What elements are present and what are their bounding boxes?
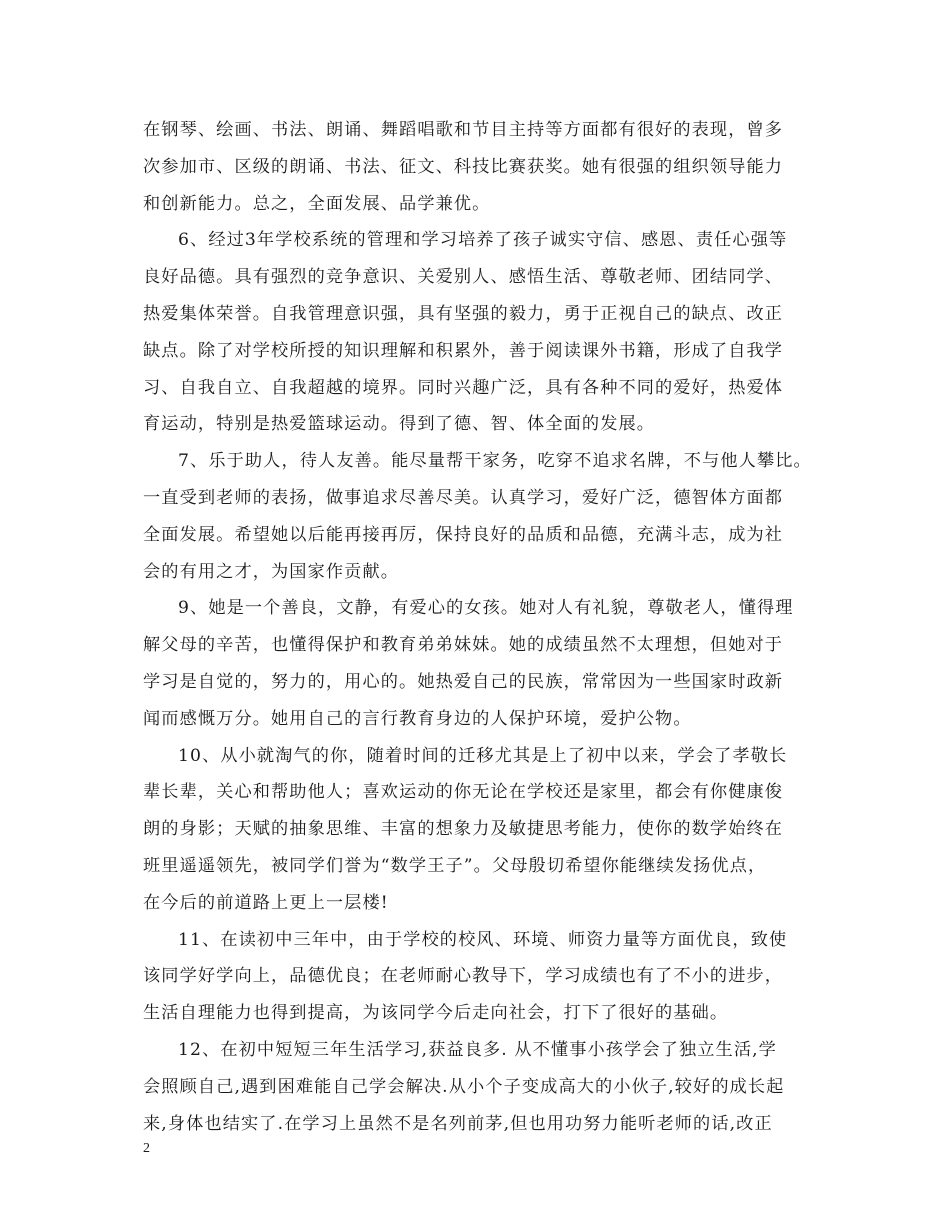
text-line: 来,身体也结实了.在学习上虽然不是名列前茅,但也用功努力能听老师的话,改正 (143, 1113, 773, 1134)
text-line: 次参加市、区级的朗诵、书法、征文、科技比赛获奖。她有很强的组织领导能力 (143, 156, 784, 177)
paragraph-11 (143, 922, 823, 1032)
text-line: 良好品德。具有强烈的竞争意识、关爱别人、感悟生活、尊敬老师、团结同学、 (143, 267, 784, 288)
text-line: 解父母的辛苦，也懂得保护和教育弟弟妹妹。她的成绩虽然不太理想，但她对于 (143, 635, 784, 656)
paragraph-7 (143, 443, 823, 590)
text-line: 在今后的前道路上更上一层楼! (143, 892, 389, 913)
text-line: 在钢琴、绘画、书法、朗诵、舞蹈唱歌和节目主持等方面都有很好的表现，曾多 (143, 120, 784, 140)
paragraph-9 (143, 590, 823, 737)
paragraph-10 (143, 738, 823, 922)
text-line: 生活自理能力也得到提高，为该同学今后走向社会，打下了很好的基础。 (143, 1003, 729, 1024)
text-line: 该同学好学向上，品德优良；在老师耐心教导下，学习成绩也有了不小的进步， (143, 966, 784, 987)
text-line: 热爱集体荣誉。自我管理意识强，具有坚强的毅力，勇于正视自己的缺点、改正 (143, 303, 784, 324)
text-line: 7、乐于助人，待人友善。能尽量帮干家务，吃穿不追求名牌，不与他人攀比。 (178, 451, 812, 472)
text-line: 和创新能力。总之，全面发展、品学兼优。 (143, 193, 491, 214)
text-line: 育运动，特别是热爱篮球运动。得到了德、智、体全面的发展。 (143, 414, 656, 435)
text-line: 11、在读初中三年中，由于学校的校风、环境、师资力量等方面优良，致使 (178, 929, 788, 950)
text-line: 学习是自觉的，努力的，用心的。她热爱自己的民族，常常因为一些国家时政新 (143, 671, 784, 692)
text-line: 会的有用之才，为国家作贡献。 (143, 561, 400, 582)
text-line: 12、在初中短短三年生活学习,获益良多. 从不懂事小孩学会了独立生活,学 (178, 1039, 777, 1060)
text-line: 缺点。除了对学校所授的知识理解和积累外，善于阅读课外书籍，形成了自我学 (143, 340, 784, 361)
text-line: 习、自我自立、自我超越的境界。同时兴趣广泛，具有各种不同的爱好，热爱体 (143, 377, 784, 398)
text-line: 10、从小就淘气的你，随着时间的迁移尤其是上了初中以来，学会了孝敬长 (178, 745, 788, 766)
paragraph-6 (143, 222, 823, 443)
text-line: 全面发展。希望她以后能再接再厉，保持良好的品质和品德，充满斗志，成为社 (143, 524, 784, 545)
text-line: 闻而感慨万分。她用自己的言行教育身边的人保护环境，爱护公物。 (143, 708, 692, 729)
text-line: 朗的身影；天赋的抽象思维、丰富的想象力及敏捷思考能力，使你的数学始终在 (143, 819, 784, 840)
paragraph-12 (143, 1032, 823, 1142)
text-line: 一直受到老师的表扬，做事追求尽善尽美。认真学习，爱好广泛，德智体方面都 (143, 487, 784, 508)
page-number: 2 (143, 1141, 150, 1156)
text-line: 6、经过3年学校系统的管理和学习培养了孩子诚实守信、感恩、责任心强等 (178, 230, 788, 251)
document-body (143, 112, 823, 1142)
text-line: 会照顾自己,遇到困难能自己学会解决.从小个子变成高大的小伙子,较好的成长起 (143, 1076, 785, 1097)
text-line: 辈长辈，关心和帮助他人；喜欢运动的你无论在学校还是家里，都会有你健康俊 (143, 782, 784, 803)
paragraph-continuation (143, 112, 823, 222)
text-line: 9、她是一个善良，文静，有爱心的女孩。她对人有礼貌，尊敬老人，懂得理 (178, 598, 794, 619)
text-line: 班里遥遥领先，被同学们誉为“数学王子”。父母殷切希望你能继续发扬优点， (143, 855, 767, 876)
